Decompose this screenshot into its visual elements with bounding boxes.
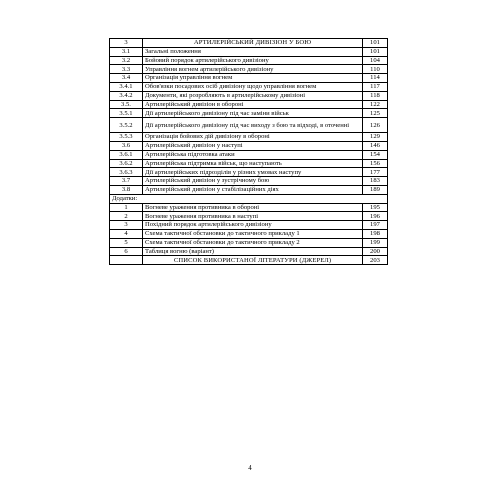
toc-entry-page: 146 (363, 141, 388, 150)
toc-entry-title: Документи, які розробляють в артилерійському дивізіоні (143, 91, 363, 100)
toc-entry-page: 129 (363, 133, 388, 142)
toc-row (110, 118, 388, 133)
toc-entry-page: 199 (363, 238, 388, 247)
toc-row (110, 203, 388, 212)
toc-entry-title: Артилерійський дивізіон в обороні (143, 100, 363, 109)
toc-entry-title: Дії артилерійських підрозділів у різних умовах наступу (143, 168, 363, 177)
toc-row (110, 133, 388, 142)
toc-entry-page: 101 (363, 47, 388, 56)
toc-entry-number: 3.1 (110, 47, 143, 56)
toc-entry-page: 183 (363, 177, 388, 186)
toc-row (110, 221, 388, 230)
toc-entry-page: 126 (363, 118, 388, 133)
toc-entry-number: 3.5.1 (110, 109, 143, 118)
toc-entry-title: Похідний порядок артилерійського дивізіону (143, 221, 363, 230)
toc-row (110, 229, 388, 238)
toc-entry-page: 196 (363, 212, 388, 221)
toc-entry-page: 122 (363, 100, 388, 109)
table-of-contents (109, 38, 388, 265)
toc-row (110, 74, 388, 83)
toc-entry-title: Схема тактичної обстановки до тактичного прикладу 2 (143, 238, 363, 247)
toc-entry-number: 3.6.3 (110, 168, 143, 177)
toc-row (110, 39, 388, 48)
toc-entry-number: 3.4.2 (110, 91, 143, 100)
toc-entry-page: 104 (363, 56, 388, 65)
toc-entry-page: 117 (363, 82, 388, 91)
appendix-header-row (110, 194, 388, 203)
toc-entry-page: 101 (363, 39, 388, 48)
toc-entry-title: Організація бойових дій дивізіону в обороні (143, 133, 363, 142)
toc-entry-number: 4 (110, 229, 143, 238)
toc-entry-title: Таблиця вогню (варіант) (143, 247, 363, 256)
page-number: 4 (248, 464, 252, 472)
toc-row (110, 100, 388, 109)
toc-entry-page: 189 (363, 185, 388, 194)
toc-entry-page: 197 (363, 221, 388, 230)
toc-entry-number: 3.6 (110, 141, 143, 150)
toc-entry-title: Бойовий порядок артилерійського дивізіону (143, 56, 363, 65)
toc-row (110, 168, 388, 177)
toc-entry-number: 3.4 (110, 74, 143, 83)
toc-row (110, 82, 388, 91)
toc-entry-number: 3 (110, 221, 143, 230)
toc-entry-page: 114 (363, 74, 388, 83)
toc-entry-number: 3.6.2 (110, 159, 143, 168)
toc-entry-title: Артилерійська підтримка військ, що наступають (143, 159, 363, 168)
toc-entry-page: 154 (363, 150, 388, 159)
toc-entry-number: 3.2 (110, 56, 143, 65)
toc-entry-title: Схема тактичної обстановки до тактичного прикладу 1 (143, 229, 363, 238)
toc-entry-page: 125 (363, 109, 388, 118)
toc-entry-number: 3.5.3 (110, 133, 143, 142)
toc-entry-number: 6 (110, 247, 143, 256)
toc-row (110, 247, 388, 256)
toc-entry-number: 3.5.2 (110, 118, 143, 133)
toc-row (110, 56, 388, 65)
toc-row (110, 212, 388, 221)
toc-entry-page: 118 (363, 91, 388, 100)
toc-body (110, 39, 388, 265)
toc-entry-title: Артилерійська підготовка атаки (143, 150, 363, 159)
toc-entry-page: 195 (363, 203, 388, 212)
toc-entry-title: Дії артилерійського дивізіону під час виходу з бою та відході, в оточенні (143, 118, 363, 133)
toc-entry-title: Артилерійський дивізіон у зустрічному бою (143, 177, 363, 186)
toc-row (110, 256, 388, 265)
toc-entry-number: 3.4.1 (110, 82, 143, 91)
toc-row (110, 141, 388, 150)
toc-entry-number: 5 (110, 238, 143, 247)
toc-entry-page: 198 (363, 229, 388, 238)
toc-entry-number: 3.8 (110, 185, 143, 194)
toc-entry-number: 3.3 (110, 65, 143, 74)
toc-entry-page: 177 (363, 168, 388, 177)
toc-row (110, 47, 388, 56)
toc-entry-title: Вогневе ураження противника в наступі (143, 212, 363, 221)
toc-entry-number: 3 (110, 39, 143, 48)
toc-entry-number: 3.5. (110, 100, 143, 109)
toc-entry-number: 1 (110, 203, 143, 212)
toc-entry-title: Управління вогнем артилерійського дивізіону (143, 65, 363, 74)
toc-row (110, 238, 388, 247)
toc-entry-number (110, 256, 143, 265)
toc-row (110, 65, 388, 74)
toc-row (110, 150, 388, 159)
toc-entry-title: Організація управління вогнем (143, 74, 363, 83)
toc-entry-page: 110 (363, 65, 388, 74)
toc-row (110, 185, 388, 194)
toc-entry-page: 156 (363, 159, 388, 168)
toc-row (110, 177, 388, 186)
toc-row (110, 91, 388, 100)
toc-entry-number: 3.7 (110, 177, 143, 186)
toc-entry-number: 3.6.1 (110, 150, 143, 159)
toc-entry-page: 200 (363, 247, 388, 256)
toc-entry-title: Обов'язки посадових осіб дивізіону щодо управління вогнем (143, 82, 363, 91)
toc-entry-title: Дії артилерійського дивізіону під час заміни військ (143, 109, 363, 118)
toc-entry-title: АРТИЛЕРІЙСЬКИЙ ДИВІЗІОН У БОЮ (143, 39, 363, 48)
toc-row (110, 159, 388, 168)
toc-entry-title: Артилерійський дивізіон у наступі (143, 141, 363, 150)
toc-entry-title: Загальні положення (143, 47, 363, 56)
toc-entry-number: 2 (110, 212, 143, 221)
toc-entry-title: Вогневе ураження противника в обороні (143, 203, 363, 212)
toc-entry-title: Артилерійський дивізіон у стабілізаційних діях (143, 185, 363, 194)
toc-entry-page: 203 (363, 256, 388, 265)
appendix-label: Додатки: (110, 194, 388, 203)
toc-entry-title: СПИСОК ВИКОРИСТАНОЇ ЛІТЕРАТУРИ (ДЖЕРЕЛ) (143, 256, 363, 265)
toc-row (110, 109, 388, 118)
